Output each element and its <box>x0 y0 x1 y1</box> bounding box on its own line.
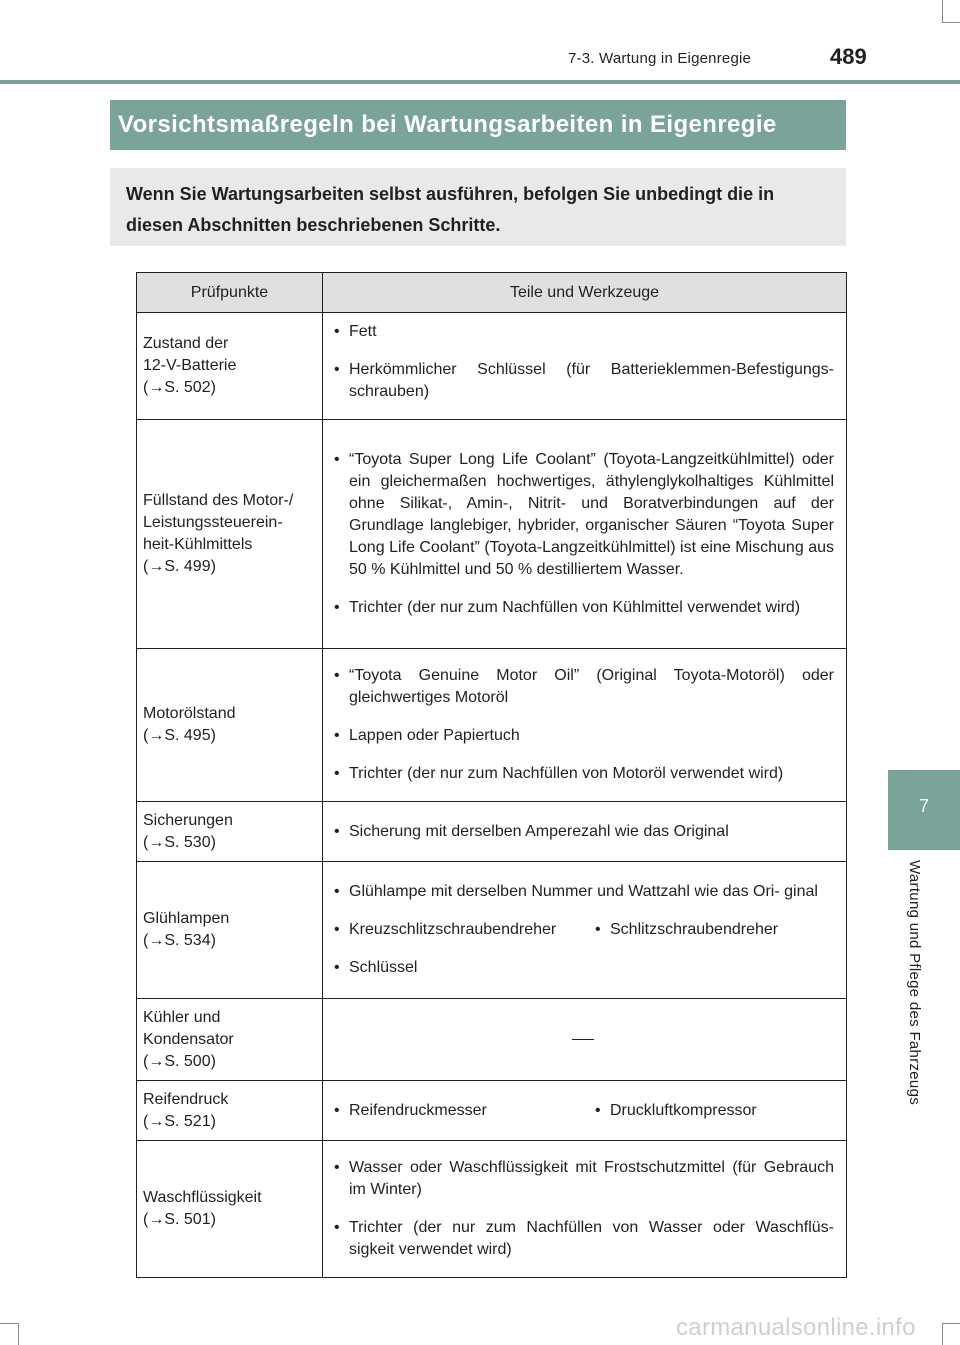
tool-item: • Sicherung mit derselben Amperezahl wie das Original <box>331 821 834 843</box>
table-row <box>137 802 847 862</box>
check-cell <box>137 802 323 862</box>
table-header-row <box>137 273 847 313</box>
tools-cell <box>323 420 847 649</box>
tool-item: • Druckluftkompressor <box>592 1100 757 1122</box>
tools-cell <box>323 862 847 999</box>
check-line: (→S. 502) <box>143 379 216 396</box>
tool-item: • “Toyota Genuine Motor Oil” (Original Toyota-Motoröl) oder gleichwertiges Motoröl <box>331 665 834 709</box>
header-cell-tools: Teile und Werkzeuge <box>323 273 847 313</box>
page-number: 489 <box>830 44 867 69</box>
check-line: Waschflüssigkeit <box>143 1189 262 1206</box>
check-line: (→S. 534) <box>143 932 216 949</box>
check-line: Reifendruck <box>143 1090 229 1108</box>
check-line: (→S. 521) <box>143 1112 216 1130</box>
chapter-tab-number: 7 <box>888 770 960 850</box>
crop-mark <box>18 1323 19 1345</box>
tool-item: • Trichter (der nur zum Nachfüllen von Wasser oder Waschflüs- sigkeit verwendet wird) <box>331 1217 834 1261</box>
tools-cell-empty <box>323 999 847 1081</box>
check-line: 12-V-Batterie <box>143 357 237 374</box>
tools-cell <box>323 802 847 862</box>
table-row <box>137 999 847 1081</box>
tool-item: • Reifendruckmesser <box>331 1100 592 1122</box>
chapter-tab-label: Wartung und Pflege des Fahrzeugs <box>906 860 923 1106</box>
tools-cell <box>323 1081 847 1141</box>
check-cell <box>137 1141 323 1278</box>
tool-item: • Trichter (der nur zum Nachfüllen von Motoröl verwendet wird) <box>331 763 834 785</box>
tool-item: • Lappen oder Papiertuch <box>331 725 834 747</box>
check-cell <box>137 420 323 649</box>
tool-item: • Schlüssel <box>331 957 834 979</box>
check-line: Glühlampen <box>143 910 230 927</box>
check-line: (→S. 495) <box>143 727 216 744</box>
check-line: (→S. 530) <box>143 833 216 851</box>
check-cell <box>137 999 323 1081</box>
check-line: Leistungssteuerein- <box>143 514 283 531</box>
check-cell <box>137 313 323 420</box>
table-row <box>137 420 847 649</box>
dash-placeholder <box>572 1039 594 1040</box>
tool-item: • “Toyota Super Long Life Coolant” (Toyota-Langzeitkühlmittel) oder ein gleichermaßen hochwertiges, äthylenglykolhaltiges Kühlmittel ohne Silikat-, Amin-, Nitrit- und Boratverbindungen auf der Grundlage langlebiger, hybrider, organischer Säuren “Toyota Super Long Life Coolant” (Toyota-Langzeitkühlmittel) ist eine Mischung aus 50 % Kühlmittel und 50 % destilliertem Wasser. <box>331 449 834 581</box>
chapter-header-title: 7-3. Wartung in Eigenregie <box>568 50 752 67</box>
check-line: Motorölstand <box>143 705 236 722</box>
table-row <box>137 1081 847 1141</box>
check-cell <box>137 649 323 802</box>
tool-item: • Herkömmlicher Schlüssel (für Batterieklemmen-Befestigungs- schrauben) <box>331 359 834 403</box>
table-row <box>137 1141 847 1278</box>
tool-item: • Wasser oder Waschflüssigkeit mit Frostschutzmittel (für Gebrauch im Winter) <box>331 1157 834 1201</box>
watermark: carmanualsonline.info <box>676 1314 916 1341</box>
check-line: (→S. 501) <box>143 1211 216 1228</box>
crop-mark <box>942 1323 960 1324</box>
table-row <box>137 313 847 420</box>
tools-cell <box>323 649 847 802</box>
header-rule <box>0 80 960 84</box>
crop-mark <box>0 1323 18 1324</box>
intro-text: Wenn Sie Wartungsarbeiten selbst ausführen, befolgen Sie unbedingt die in diesen Abschnitten beschriebenen Schritte. <box>110 168 846 246</box>
section-title: Vorsichtsmaßregeln bei Wartungsarbeiten in Eigenregie <box>110 100 846 150</box>
tool-item: • Kreuzschlitzschraubendreher <box>331 919 592 941</box>
check-line: Sicherungen <box>143 811 233 829</box>
check-line: (→S. 499) <box>143 558 216 575</box>
tools-cell <box>323 1141 847 1278</box>
check-line: Kondensator <box>143 1030 234 1048</box>
tool-item: • Fett <box>331 321 834 343</box>
maintenance-table <box>136 272 847 1278</box>
check-line: Zustand der <box>143 335 229 352</box>
check-cell <box>137 862 323 999</box>
check-line: Füllstand des Motor-/ <box>143 492 294 509</box>
crop-mark <box>942 22 960 23</box>
tool-item: • Schlitzschraubendreher <box>592 919 778 941</box>
tool-pair <box>331 1100 834 1122</box>
crop-mark <box>942 0 943 22</box>
tools-cell <box>323 313 847 420</box>
check-line: heit-Kühlmittels <box>143 536 253 553</box>
check-line: Kühler und <box>143 1008 221 1026</box>
table-row <box>137 649 847 802</box>
tool-item: • Trichter (der nur zum Nachfüllen von Kühlmittel verwendet wird) <box>331 597 834 619</box>
check-cell <box>137 1081 323 1141</box>
crop-mark <box>942 1323 943 1345</box>
header-cell-check: Prüfpunkte <box>137 273 323 313</box>
check-line: (→S. 500) <box>143 1052 216 1070</box>
table-row <box>137 862 847 999</box>
tool-item: • Glühlampe mit derselben Nummer und Wattzahl wie das Ori- ginal <box>331 881 834 903</box>
tool-pair <box>331 919 834 941</box>
